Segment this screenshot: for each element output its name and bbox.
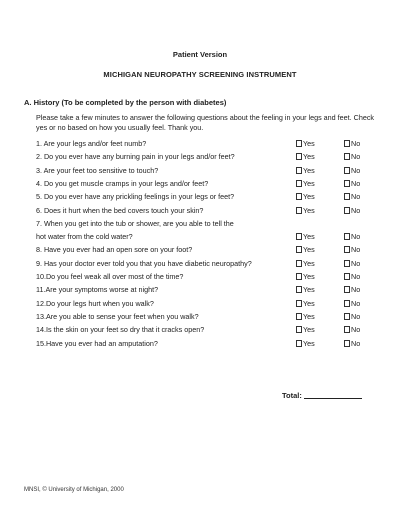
yes-option[interactable] (296, 259, 315, 268)
no-label: No (351, 139, 361, 148)
no-label: No (351, 165, 361, 175)
yes-checkbox[interactable] (296, 153, 302, 160)
no-checkbox[interactable] (344, 207, 350, 214)
no-option[interactable] (344, 272, 360, 281)
no-option[interactable] (344, 232, 360, 241)
yes-option[interactable] (296, 325, 315, 334)
yes-option[interactable] (296, 179, 315, 188)
question-row (0, 166, 400, 178)
no-label: No (351, 298, 361, 308)
question-text: 13.Are you able to sense your feet when you walk? (36, 311, 199, 321)
no-option[interactable] (344, 259, 360, 268)
yes-checkbox[interactable] (296, 326, 302, 333)
no-label: No (351, 285, 361, 295)
intro-text: Please take a few minutes to answer the following questions about the feeling in your legs and feet. Check yes or no based on how you usually feel. Thank you. (36, 113, 375, 132)
question-row (0, 179, 400, 191)
yes-checkbox[interactable] (296, 167, 302, 174)
yes-label: Yes (303, 152, 315, 162)
no-option[interactable] (344, 285, 360, 294)
yes-checkbox[interactable] (296, 300, 302, 307)
yes-label: Yes (303, 338, 315, 348)
question-row (0, 325, 400, 337)
question-text: 10.Do you feel weak all over most of the time? (36, 272, 184, 281)
no-label: No (351, 178, 361, 188)
total-line[interactable] (304, 398, 362, 399)
no-checkbox[interactable] (344, 140, 350, 147)
yes-label: Yes (303, 285, 315, 295)
yes-label: Yes (303, 192, 315, 202)
yes-checkbox[interactable] (296, 180, 302, 187)
no-checkbox[interactable] (344, 326, 350, 333)
yes-label: Yes (303, 232, 315, 242)
no-label: No (351, 152, 361, 162)
question-text: 15.Have you ever had an amputation? (36, 338, 158, 348)
question-row (0, 245, 400, 257)
yes-option[interactable] (296, 192, 315, 201)
no-checkbox[interactable] (344, 313, 350, 320)
yes-option[interactable] (296, 245, 315, 254)
total-field (282, 391, 362, 400)
no-checkbox[interactable] (344, 153, 350, 160)
question-row (0, 232, 400, 244)
no-checkbox[interactable] (344, 273, 350, 280)
yes-label: Yes (303, 245, 315, 255)
yes-checkbox[interactable] (296, 193, 302, 200)
no-option[interactable] (344, 299, 360, 308)
no-option[interactable] (344, 179, 360, 188)
question-row (0, 272, 400, 284)
no-checkbox[interactable] (344, 193, 350, 200)
question-row (0, 259, 400, 271)
no-option[interactable] (344, 139, 360, 148)
question-text: 5. Do you ever have any prickling feelings in your legs or feet? (36, 192, 235, 202)
yes-checkbox[interactable] (296, 313, 302, 320)
question-text: 14.Is the skin on your feet so dry that it cracks open? (36, 325, 205, 335)
no-checkbox[interactable] (344, 300, 350, 307)
no-label: No (351, 325, 361, 335)
yes-label: Yes (303, 178, 315, 188)
question-text: 12.Do your legs hurt when you walk? (36, 298, 154, 308)
yes-label: Yes (303, 272, 315, 281)
no-checkbox[interactable] (344, 260, 350, 267)
yes-option[interactable] (296, 285, 315, 294)
no-label: No (351, 272, 361, 281)
no-label: No (351, 205, 361, 215)
no-label: No (351, 311, 361, 321)
yes-label: Yes (303, 311, 315, 321)
question-text: hot water from the cold water? (36, 232, 133, 242)
yes-label: Yes (303, 165, 315, 175)
no-option[interactable] (344, 339, 360, 348)
yes-checkbox[interactable] (296, 207, 302, 214)
no-option[interactable] (344, 192, 360, 201)
yes-label: Yes (303, 139, 315, 148)
yes-label: Yes (303, 205, 315, 215)
yes-label: Yes (303, 258, 315, 268)
yes-checkbox[interactable] (296, 340, 302, 347)
question-row (0, 206, 400, 218)
no-checkbox[interactable] (344, 246, 350, 253)
yes-checkbox[interactable] (296, 140, 302, 147)
no-checkbox[interactable] (344, 180, 350, 187)
no-option[interactable] (344, 245, 360, 254)
question-row (0, 339, 400, 351)
question-row (0, 299, 400, 311)
question-row (0, 139, 400, 151)
no-label: No (351, 245, 361, 255)
yes-option[interactable] (296, 272, 315, 281)
question-text: 9. Has your doctor ever told you that you have diabetic neuropathy? (36, 258, 252, 268)
yes-option[interactable] (296, 206, 315, 215)
question-row (0, 285, 400, 297)
yes-option[interactable] (296, 299, 315, 308)
yes-checkbox[interactable] (296, 273, 302, 280)
question-text: 7. When you get into the tub or shower, are you able to tell the (36, 218, 234, 228)
question-row (0, 152, 400, 164)
section-heading: A. History (To be completed by the person with diabetes) (24, 98, 227, 107)
question-text: 2. Do you ever have any burning pain in your legs and/or feet? (36, 152, 235, 162)
no-label: No (351, 192, 361, 202)
yes-checkbox[interactable] (296, 286, 302, 293)
question-text: 4. Do you get muscle cramps in your legs and/or feet? (36, 178, 209, 188)
no-option[interactable] (344, 206, 360, 215)
yes-checkbox[interactable] (296, 260, 302, 267)
yes-checkbox[interactable] (296, 233, 302, 240)
yes-option[interactable] (296, 152, 315, 161)
no-label: No (351, 232, 361, 242)
total-label: Total: (282, 391, 302, 400)
yes-option[interactable] (296, 312, 315, 321)
version-label: Patient Version (172, 50, 228, 59)
question-row (0, 219, 400, 231)
no-label: No (351, 258, 361, 268)
question-text: 1. Are your legs and/or feet numb? (36, 139, 147, 148)
yes-option[interactable] (296, 166, 315, 175)
yes-option[interactable] (296, 232, 315, 241)
yes-label: Yes (303, 325, 315, 335)
no-option[interactable] (344, 152, 360, 161)
question-row (0, 312, 400, 324)
question-row (0, 192, 400, 204)
question-text: 3. Are your feet too sensitive to touch? (36, 165, 159, 175)
yes-option[interactable] (296, 139, 315, 148)
no-checkbox[interactable] (344, 167, 350, 174)
no-option[interactable] (344, 312, 360, 321)
question-text: 8. Have you ever had an open sore on your foot? (36, 245, 193, 255)
no-option[interactable] (344, 325, 360, 334)
no-checkbox[interactable] (344, 233, 350, 240)
form-title: MICHIGAN NEUROPATHY SCREENING INSTRUMENT (103, 70, 297, 79)
no-option[interactable] (344, 166, 360, 175)
yes-option[interactable] (296, 339, 315, 348)
yes-label: Yes (303, 298, 315, 308)
yes-checkbox[interactable] (296, 246, 302, 253)
no-checkbox[interactable] (344, 340, 350, 347)
footer-copyright: MNSI, © University of Michigan, 2000 (24, 487, 124, 493)
no-label: No (351, 338, 361, 348)
no-checkbox[interactable] (344, 286, 350, 293)
question-text: 11.Are your symptoms worse at night? (36, 285, 159, 295)
question-text: 6. Does it hurt when the bed covers touch your skin? (36, 205, 204, 215)
